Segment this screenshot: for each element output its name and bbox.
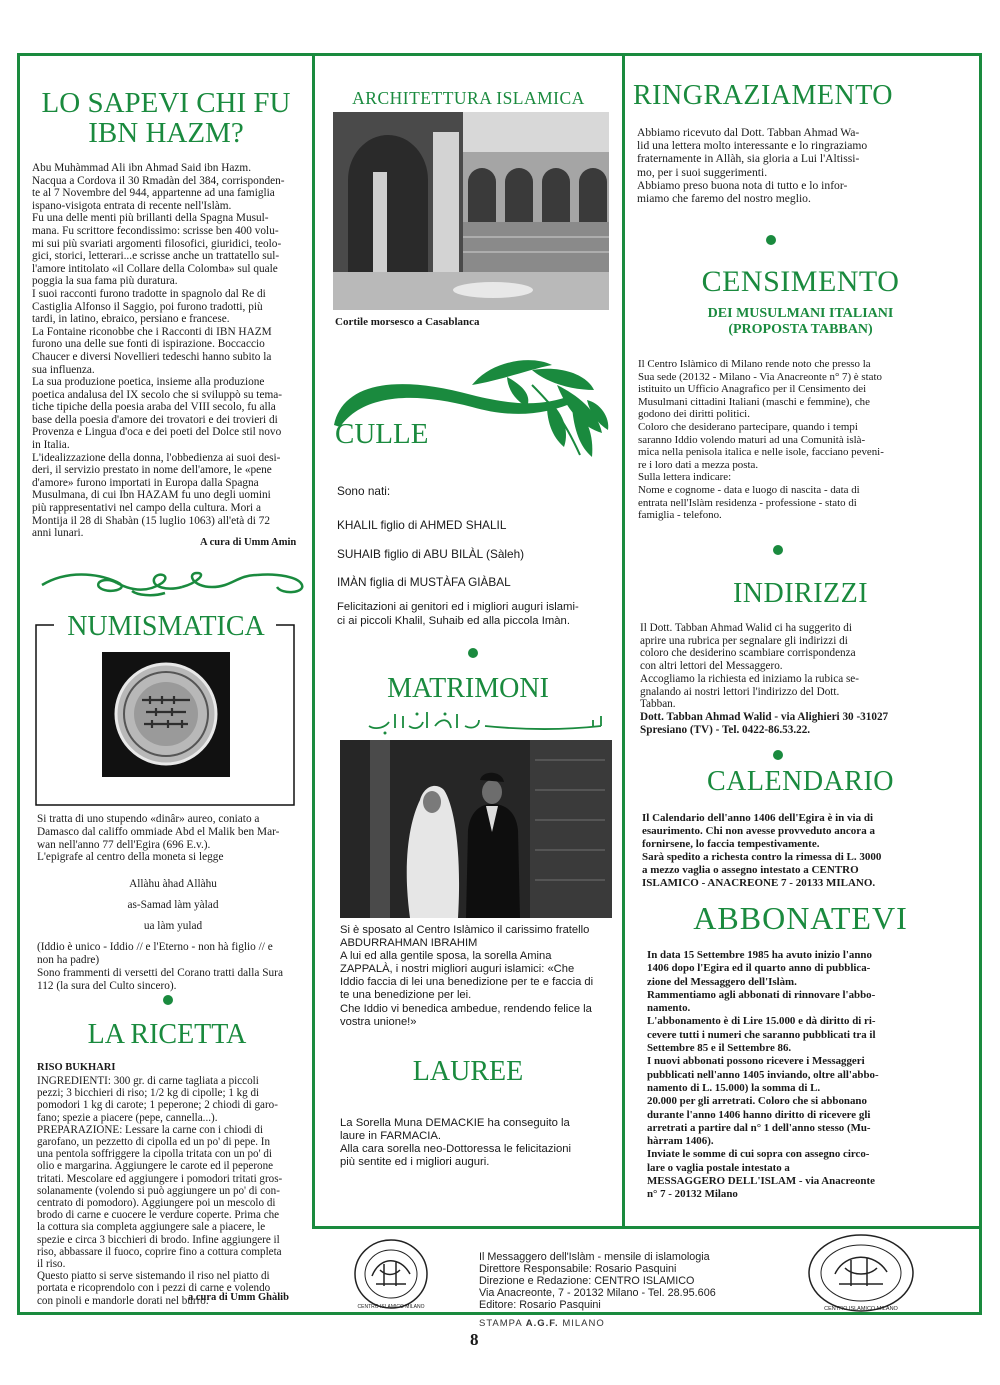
article-line: L'idealizzazione della donna, l'obbedienza ai suoi desi- xyxy=(32,451,281,464)
culle-title: CULLE xyxy=(335,418,429,450)
article-line: cevere tutti i numeri che saranno pubblicati tra il xyxy=(647,1028,876,1041)
ricetta-text xyxy=(37,1075,309,1307)
article-line: La sua produzione poetica, insieme alla produzione xyxy=(32,376,265,389)
article-line: Iddio faccia di lei una benedizione per te e faccia di xyxy=(340,976,594,989)
article-line: sua influenza. xyxy=(32,363,95,376)
article-line: Castiglia Alfonso il Saggio, poi furono tradotti, più xyxy=(32,300,263,313)
article-line: tardi, in latino, ebraico, persiano e francese. xyxy=(32,313,230,326)
article-line: Musulmani cittadini Italiani (maschi e femmine), che xyxy=(638,395,870,408)
ibn-hazm-title: LO SAPEVI CHI FU IBN HAZM? xyxy=(41,87,291,149)
article-line: re i loro dati a mezza posta. xyxy=(638,458,759,471)
ornamental-divider xyxy=(37,565,307,599)
printer-credit: STAMPA A.G.F. MILANO xyxy=(479,1318,605,1329)
article-line: più sentite ed i migliori auguri. xyxy=(340,1156,490,1169)
article-line: Il Dott. Tabban Ahmad Walid ci ha suggerito di xyxy=(640,622,852,634)
matrimoni-text xyxy=(340,924,618,1029)
article-line: Sono frammenti di versetti del Corano tratti dalla Sura xyxy=(37,966,283,979)
article-line: a mezzo vaglia o assegno intestato a CENTRO xyxy=(642,863,859,876)
article-line: Abbiamo preso buona nota di tutto e lo infor- xyxy=(637,178,848,192)
article-line: Fu una delle menti più brillanti della Spagna Musul- xyxy=(32,212,269,225)
recipe-line: olio e margarina. Aggiungere le carote ed il peperone xyxy=(37,1160,274,1173)
recipe-line: la cottura sia completa aggiungere sale a piacere, le xyxy=(37,1221,266,1234)
article-line: L'abbonamento è di Lire 15.000 e dà diritto di ri- xyxy=(647,1015,876,1028)
article-line: te una benedizione per lei. xyxy=(340,989,472,1002)
article-line: istituito un Ufficio Anagrafico per il Censimento dei xyxy=(638,383,867,396)
birth-entry: SUHAIB figlio di ABU BILÀL (Sàleh) xyxy=(337,546,525,561)
article-line: Che Iddio vi benedica ambedue, rendendo felice la xyxy=(340,1002,592,1015)
indirizzi-title: INDIRIZZI xyxy=(732,578,869,609)
recipe-line: con pinoli e mandorle dorati nel burro. xyxy=(37,1294,209,1307)
article-line: coloro che desiderino scambiare corrispondenza xyxy=(640,647,856,660)
masthead-line: Direzione e Redazione: CENTRO ISLAMICO xyxy=(479,1275,695,1287)
censimento-title: CENSIMENTO xyxy=(701,265,900,298)
article-line: Provenza e Lingua d'oca e dei poeti del Dolce stil novo xyxy=(32,426,282,439)
article-line: durante l'anno 1406 hanno diritto di ricevere gli xyxy=(647,1108,871,1121)
recipe-line: pomodori 1 kg di carote; 1 peperone; 2 chiodi di garo- xyxy=(37,1099,278,1112)
article-line: wan nell'anno 77 dell'Egira (696 E.v.). xyxy=(37,838,211,851)
recipe-line: centrato di pomodoro). Aggiungere poi un mescolo di xyxy=(37,1197,276,1210)
recipe-line: brodo di carne e cuocere le verdure coperte. Prima che xyxy=(37,1209,280,1222)
article-line: Si è sposato al Centro Islàmico il carissimo fratello xyxy=(340,924,590,936)
article-line: I nuovi abbonati possono ricevere i Messaggeri xyxy=(647,1055,865,1068)
article-line: miamo che faremo del nostro meglio. xyxy=(637,192,811,206)
article-line: Inviate le somme di cui sopra con assegno circo- xyxy=(647,1148,870,1161)
article-line: ZAPPALÀ, i nostri migliori auguri islamici: «Che xyxy=(340,963,575,976)
article-line: furono una delle sue fonti di ispirazione. Boccaccio xyxy=(32,338,265,351)
ibn-hazm-credit: A cura di Umm Amin xyxy=(200,537,297,548)
svg-text:CENTRO ISLAMICO MILANO: CENTRO ISLAMICO MILANO xyxy=(824,1306,898,1312)
epigraph-line: Allàhu àhad Allàhu xyxy=(129,878,217,891)
photo-caption: Cortile morsesco a Casablanca xyxy=(335,316,480,328)
article-line: ci ai piccoli Khalil, Suhaib ed alla piccola Imàn. xyxy=(337,615,570,627)
article-line: 20.000 per gli arretrati. Coloro che si abbonano xyxy=(647,1095,867,1108)
article-line: La Fontaine riconobbe che i Racconti di IBN HAZM xyxy=(32,325,272,338)
article-line: più rappresentativi nel campo della cultura. Mori a xyxy=(32,502,261,515)
article-line: n° 7 - 20132 Milano xyxy=(647,1188,738,1201)
article-line: Montija il 28 di Shabàn (15 luglio 1063) all'età di 72 xyxy=(32,514,270,527)
article-line: mo, per i suoi suggerimenti. xyxy=(637,165,768,179)
births-list xyxy=(337,511,524,597)
lauree-text xyxy=(340,1117,618,1169)
article-line: ISLAMICO - ANACREONE 7 - 20133 MILANO. xyxy=(642,876,876,889)
article-line: Il Calendario dell'anno 1406 dell'Egira è in via di xyxy=(642,812,874,824)
abbonatevi-text xyxy=(647,949,977,1202)
numismatica-title: NUMISMATICA xyxy=(67,611,265,642)
courtyard-photo xyxy=(333,112,609,310)
ricetta-title: LA RICETTA xyxy=(87,1019,247,1050)
article-line: fornirsene, lo faccia tempestivamente. xyxy=(642,837,820,850)
article-line: (Iddio è unico - Iddio // e l'Eterno - non hà figlio // e xyxy=(37,941,273,954)
article-line: gici, storici, letterari...e scrisse anche un trattatello sul- xyxy=(32,250,280,263)
article-line: lid una lettera molto interessante e lo ringraziamo xyxy=(637,139,868,153)
architettura-title: ARCHITETTURA ISLAMICA xyxy=(352,88,585,108)
article-line: mi sui più svariati argomenti filosofici, giuridici, teolo- xyxy=(32,237,282,250)
article-line: Abbiamo ricevuto dal Dott. Tabban Ahmad Wa- xyxy=(637,126,860,139)
recipe-line: il riso. xyxy=(37,1258,66,1271)
epigraph-line: ua làm yulad xyxy=(143,920,203,933)
article-line: Abu Muhàmmad Ali ibn Ahmad Said ibn Hazm. xyxy=(32,162,252,174)
masthead-line: Direttore Responsabile: Rosario Pasquini xyxy=(479,1263,677,1275)
article-line: mana. Fu scrittore fecondissimo: scrisse ben 400 volu- xyxy=(32,224,279,237)
article-line: laure in FARMACIA. xyxy=(340,1130,442,1143)
article-line: L'epigrafe al centro della moneta si legge xyxy=(37,851,224,864)
article-line: godono dei diritti politici. xyxy=(638,408,750,421)
ringraziamento-text xyxy=(637,126,912,205)
article-line: deri, il servizio prestato in nome dell'amore, le «pene xyxy=(32,464,272,477)
masthead-line: Via Anacreonte, 7 - 20132 Milano - Tel. 28.95.606 xyxy=(479,1287,716,1299)
censimento-text xyxy=(638,358,973,522)
article-line: Felicitazioni ai genitori ed i migliori auguri islami- xyxy=(337,601,579,613)
article-line: 112 (la sura del Culto sincero). xyxy=(37,979,177,992)
article-line: mica nella penisola italica e nelle isole, facciano peveni- xyxy=(638,446,884,459)
lauree-title: LAUREE xyxy=(412,1056,524,1087)
article-line: Chaucer e diversi Novellieri tedeschi hanno subito la xyxy=(32,350,272,363)
recipe-line: Questo piatto si serve sistemando il riso nel piatto di xyxy=(37,1270,270,1283)
article-line: lare o vaglia postale intestato a xyxy=(647,1161,790,1174)
recipe-line: spezie e circa 3 bicchieri di brodo. Infine aggiungere il xyxy=(37,1233,280,1246)
article-line: Coloro che desiderano partecipare, quando i tempi xyxy=(638,420,858,433)
article-line: Alla cara sorella neo-Dottoressa le felicitazioni xyxy=(340,1143,572,1156)
recipe-line: solanamente (volendo si può aggiungere un po' di con- xyxy=(37,1184,280,1197)
coin-photo xyxy=(102,652,230,777)
page-number: 8 xyxy=(470,1330,479,1349)
article-line: in Italia. xyxy=(32,439,70,452)
ibn-hazm-article xyxy=(32,162,304,540)
article-line: base della poesia d'amore dei trovatori e dei trovieri di xyxy=(32,413,278,426)
article-line: Nome e cognome - data e luogo di nascita - data di xyxy=(638,483,860,496)
birth-entry: IMÀN figlia di MUSTÀFA GIÀBAL xyxy=(337,575,511,589)
article-line: hàrram 1406). xyxy=(647,1135,714,1148)
article-line: poetica andalusa del IX secolo che si sviluppò su tema- xyxy=(32,388,283,401)
article-line: Sua sede (20132 - Milano - Via Anacreonte n° 7) è stato xyxy=(638,370,882,383)
article-line: non ha padre) xyxy=(37,953,100,966)
arabic-calligraphy xyxy=(365,708,613,736)
article-line: arretrati a partire dal n° 1 dell'anno stesso (Mu- xyxy=(647,1121,871,1134)
article-line: te al 7 Novembre del 944, appartenne ad una famiglia xyxy=(32,187,275,200)
culle-text xyxy=(337,600,615,628)
article-line: aprire una rubrica per segnalare gli indirizzi di xyxy=(640,634,848,647)
article-line: tiche tipiche della poesia araba del VIII secolo, fu alla xyxy=(32,401,276,414)
recipe-line: fano; spezie a piacere (pepe, cannella...). xyxy=(37,1111,218,1124)
article-line: Tabban. xyxy=(640,698,676,711)
article-line: Damasco dal califfo ommiade Abd el Malik ben Mar- xyxy=(37,825,280,838)
article-line: poggia la sua fama più duratura. xyxy=(32,275,178,288)
article-line: A lui ed alla gentile sposa, la sorella Amina xyxy=(340,950,552,963)
article-line: Nacqua a Cordova il 30 Rmadàn del 384, corrisponden- xyxy=(32,174,285,187)
recipe-line: pezzi; 3 bicchieri di riso; 1/2 kg di cipolle; 1 kg di xyxy=(37,1087,260,1100)
masthead-info xyxy=(479,1251,716,1311)
address-line: Spresiano (TV) - Tel. 0422-86.53.22. xyxy=(640,723,811,736)
article-line: saranno Iddio volendo maturi ad una Comunità islà- xyxy=(638,433,866,446)
abbonatevi-title: ABBONATEVI xyxy=(693,900,908,936)
masthead-line: Editore: Rosario Pasquini xyxy=(479,1299,601,1311)
article-line: anni lunari. xyxy=(32,527,84,540)
ricetta-credit: a cura di Umm Ghàlib xyxy=(188,1292,289,1303)
bullet-dot xyxy=(773,545,783,555)
numismatica-text xyxy=(37,813,309,992)
recipe-line: PREPARAZIONE: Lessare la carne con i chiodi di xyxy=(37,1123,264,1136)
article-line: namento. xyxy=(647,1002,691,1015)
recipe-line: INGREDIENTI: 300 gr. di carne tagliata a piccoli xyxy=(37,1075,259,1087)
calendario-title: CALENDARIO xyxy=(707,766,894,797)
article-line: zione del Messaggero dell'Islàm. xyxy=(647,975,797,988)
centro-islamico-seal-right xyxy=(805,1232,917,1314)
censimento-subtitle: DEI MUSULMANI ITALIANI (PROPOSTA TABBAN) xyxy=(707,306,894,337)
bullet-dot xyxy=(766,235,776,245)
bullet-dot xyxy=(468,648,478,658)
article-line: ispano-visigota entrata di recente nell'Islàm. xyxy=(32,199,232,212)
article-line: Settembre 85 e il Settembre 86. xyxy=(647,1042,792,1055)
epigraph-line: as-Samad làm yàlad xyxy=(127,899,219,912)
article-line: Il Centro Islàmico di Milano rende noto che presso la xyxy=(638,358,871,370)
article-line: vostra unione!» xyxy=(340,1015,417,1028)
article-line: Musulmana, di cui Ibn HAZAM fu uno degli uomini xyxy=(32,489,271,502)
article-line: Sarà spedito a richesta contro la rimessa di L. 3000 xyxy=(642,850,882,863)
article-line: namento di L. 15.000) la somma di L. xyxy=(647,1081,821,1094)
article-line: ABDURRAHMAN IBRAHIM xyxy=(340,937,478,950)
article-line: pubblicati nell'anno 1405 inviando, oltre all'abbo- xyxy=(647,1068,879,1081)
recipe-line: portata e ricoprendolo con i pezzi di carne e volendo xyxy=(37,1282,271,1295)
article-line: famiglia - telefono. xyxy=(638,509,722,522)
bullet-dot xyxy=(163,995,173,1005)
article-line: con altri lettori del Messaggero. xyxy=(640,660,783,673)
article-line: In data 15 Settembre 1985 ha avuto inizio l'anno xyxy=(647,949,872,961)
indirizzi-text xyxy=(640,622,975,736)
article-line: l'amore intitolato «il Collare della Colomba» sul quale xyxy=(32,262,278,275)
matrimoni-title: MATRIMONI xyxy=(387,673,549,704)
article-line: entrata nell'Islàm residenza - professione - stato di xyxy=(638,496,857,509)
article-line: Rammentiamo agli abbonati di rinnovare l'abbo- xyxy=(647,988,876,1001)
culle-intro: Sono nati: xyxy=(337,484,391,498)
bullet-dot xyxy=(773,750,783,760)
address-line: Dott. Tabban Ahmad Walid - via Alighieri 30 -31027 xyxy=(640,710,889,723)
masthead-line: Il Messaggero dell'Islàm - mensile di islamologia xyxy=(479,1251,710,1263)
wedding-photo xyxy=(340,740,612,918)
ricetta-subtitle: RISO BUKHARI xyxy=(37,1062,116,1073)
svg-text:CENTRO ISLAMICO MILANO: CENTRO ISLAMICO MILANO xyxy=(357,1304,425,1310)
ringraziamento-title: RINGRAZIAMENTO xyxy=(633,80,894,111)
recipe-line: riso, abbassare il fuoco, coprire fino a cottura completa xyxy=(37,1245,282,1258)
centro-islamico-seal-left xyxy=(350,1236,432,1312)
article-line: fraternamente in Allàh, sia gloria a Lui l'Altissi- xyxy=(637,152,860,166)
article-line: La Sorella Muna DEMACKIE ha conseguito la xyxy=(340,1117,570,1129)
article-line: gnalando ai nostri lettori l'indirizzo del Dott. xyxy=(640,685,840,698)
recipe-line: tritati. Mescolare ed aggiungere i pomodori tritati gros- xyxy=(37,1172,283,1185)
recipe-line: garofano, un pezzetto di cipolla ed un po' di pepe. In xyxy=(37,1136,271,1149)
birth-entry: KHALIL figlio di AHMED SHALIL xyxy=(337,518,507,532)
article-line: d'amore» furono importati in Europa dalla Spagna xyxy=(32,476,259,489)
article-line: esaurimento. Chi non avesse provveduto ancora a xyxy=(642,824,875,837)
recipe-line: una pentola soffriggere la cipolla tritata con un po' di xyxy=(37,1148,272,1161)
article-line: Sulla lettera indicare: xyxy=(638,471,732,484)
article-line: MESSAGGERO DELL'ISLAM - via Anacreonte xyxy=(647,1175,875,1188)
calendario-text xyxy=(642,812,977,889)
article-line: 1406 dopo l'Egira ed il quarto anno di pubblica- xyxy=(647,962,871,975)
article-line: I suoi racconti furono tradotte in spagnolo dal Re di xyxy=(32,287,266,300)
article-line: Accogliamo la richiesta ed iniziamo la rubica se- xyxy=(640,672,859,685)
article-line: Si tratta di uno stupendo «dinâr» aureo, coniato a xyxy=(37,813,260,825)
